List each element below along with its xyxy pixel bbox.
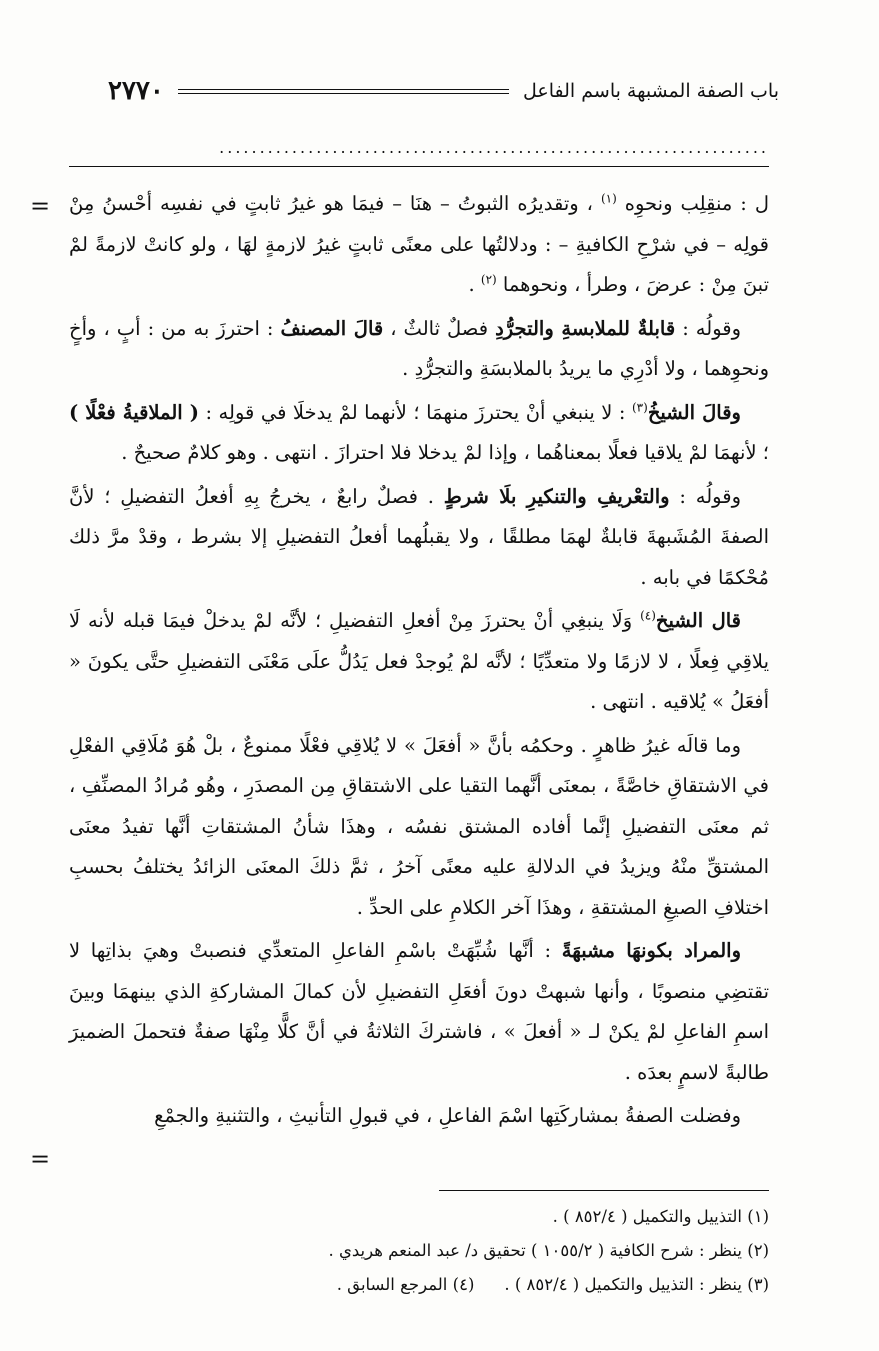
footnote-2: (٢) ينظر : شرح الكافية ( ١٠٥٥/٢ ) تحقيق د/ عبد المنعم هريدي . (328, 1241, 769, 1260)
paragraph-8: وفضلت الصفةُ بمشاركَتِها اسْمَ الفاعلِ ، في قبولِ التأنيثِ ، والتثنيةِ والجمْعِ (154, 1104, 741, 1127)
footnotes (69, 1200, 769, 1302)
footnote-ref-2: (٢) (480, 272, 497, 287)
footnote-row-3 (69, 1268, 769, 1302)
main-text (69, 184, 769, 1140)
footnote-1: (١) التذييل والتكميل ( ٨٥٢/٤ ) . (552, 1207, 769, 1226)
paragraph-3: وقالَ الشيخُ$^{(٣)}$ : لا ينبغي أنْ يحترزَ منهمَا ؛ لأنهما لمْ يدخلَا في قولِه : ( الملاقيةُ فعْلًا ) ؛ لأنهمَا لمْ يلاقيا فعلًا بمعناهُما ، وإذا لمْ يدخلا فلا احترازَ . انتهى . وهو كلامٌ صحيحٌ . (69, 400, 769, 464)
paragraph-6: وما قالَه غيرُ ظاهرٍ . وحكمُه بأنَّ « أفعَلَ » لا يُلاقِي فعْلًا ممنوعٌ ، بلْ هُوَ مُلَاقِي الفعْلِ في الاشتقاقِ خاصَّةً ، بمعنَى أنَّهما التقيا على الاشتقاقِ مِن المصدَرِ ، وهُو مُرادُ المصنِّفِ ، ثم معنَى التفضيلِ إنَّما أفاده المشتق نفسُه ، وهذَا شأنُ المشتقاتِ أنَّها تفيدُ معنَى المشتقِّ منْهُ ويزيدُ في الدلالةِ عليه معنًى آخرُ ، ثمَّ ذلكَ المعنَى الزائدُ يختلفُ بحسبِ اختلافِ الصيغِ المشتقةِ ، وهذَا آخر الكلامِ على الحدِّ . (69, 733, 769, 919)
footnote-rule (439, 1190, 769, 1191)
header-rule (178, 89, 509, 94)
continuation-mark-start: = (30, 192, 51, 220)
page-header (108, 76, 779, 106)
footnote-ref-4: (٤) (640, 608, 656, 623)
page-number: ٢٧٧٠ (108, 76, 164, 106)
continuation-mark-end: = (30, 1145, 51, 1173)
paragraph-7: والمراد بكونهَا مشبهَةً : أنَّها شُبِّهَتْ باسْمِ الفاعلِ المتعدِّي فنصبتْ وهيَ بذاتِها لا تقتضِي منصوبًا ، وأنها شبهتْ دونَ أفعَلِ التفضيلِ لأن كمالَ المشاركةِ الذي بينهمَا وبينَ اسمِ الفاعلِ لمْ يكنْ لـ « أفعلَ » ، فاشتركَ الثلاثةُ في أنَّ كلًّا مِنْهَا صفةٌ فتحملَ الضميرَ طالبةً لاسمٍ بعدَه . (69, 939, 769, 1084)
separator-rule (69, 166, 769, 167)
separator-dots: .................................................................... (219, 138, 769, 157)
paragraph-1: ل : منقِلِب ونحوِه $^{(١)}$ ، وتقديرُه الثبوتُ – هنَا – فيمَا هو غيرُ ثابتٍ في نفسِه أحْسنُ مِنْ قولِه – في شرْحِ الكافيةِ – : ودلالتُها على معنًى ثابتٍ غيرُ لازمةٍ لهَا ، ولو كانتْ لازمةً لمْ تبنَ مِنْ : عرضَ ، وطرأ ، ونحوهما $^{(٢)}$ . (69, 191, 769, 296)
running-title: باب الصفة المشبهة باسم الفاعل (523, 80, 779, 102)
paragraph-5: قال الشيخ$^{(٤)}$ وَلَا ينبغِي أنْ يحترزَ مِنْ أفعلِ التفضيلِ ؛ لأنَّه لمْ يدخلْ فيمَا قبله لأنه لَا يلاقِي فِعلًا ، لا لازمًا ولا متعدِّيًا ؛ لأنَّه لمْ يُوجدْ فعل يَدُلُّ علَى مَعْنَى التفضيلِ حتَّى يكونَ « أفعَلُ » يُلاقيه . انتهى . (69, 608, 769, 713)
footnote-3: (٣) ينظر : التذييل والتكميل ( ٨٥٢/٤ ) . (504, 1275, 769, 1294)
footnote-ref-3: (٣) (631, 400, 648, 414)
footnote-4: (٤) المرجع السابق . (336, 1275, 475, 1294)
footnote-ref-1: (١) (600, 191, 617, 206)
paragraph-4: وقولُه : والتعْريفِ والتنكيرِ بلَا شرطٍ . فصلٌ رابعٌ ، يخرجُ بِهِ أفعلُ التفضيلِ ؛ لأنَّ الصفةَ المُشَبهةَ قابلةٌ لهمَا مطلقًا ، ولا يقبلُهما أفعلُ التفضيلِ إلا بشرط ، وقدْ مرَّ ذلك مُحْكمًا في بابه . (69, 484, 769, 589)
paragraph-2: وقولُه : قابلةٌ للملابسةِ والتجرُّدِ فصلٌ ثالثٌ ، قالَ المصنفُ : احترزَ به من : أبٍ ، وأخٍ ونحوِهما ، ولا أدْرِي ما يريدُ بالملابسَةِ والتجرُّدِ . (69, 316, 769, 380)
